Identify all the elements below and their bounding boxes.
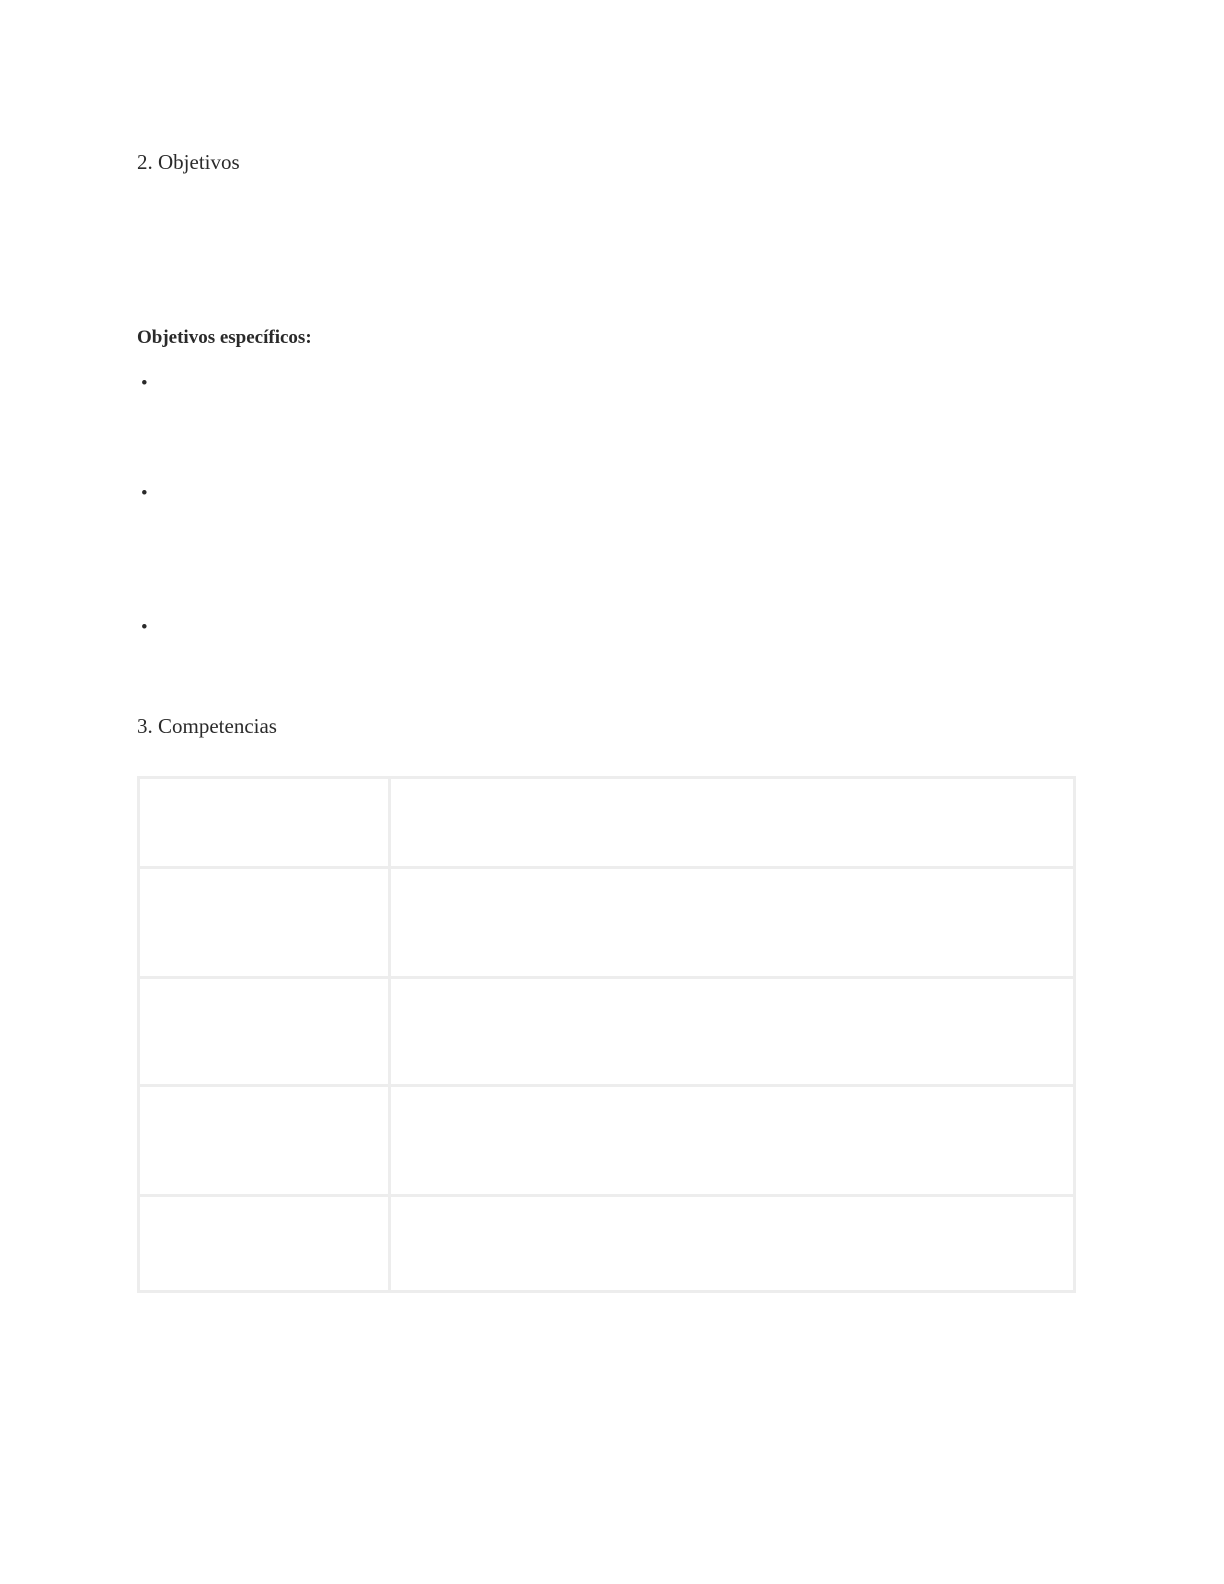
- specific-objectives-heading: Objetivos específicos:: [137, 327, 312, 348]
- specific-objectives-list: [137, 369, 1077, 671]
- competencia-name: [139, 868, 390, 978]
- competencia-description: [390, 778, 1075, 868]
- bullet-icon: •: [141, 483, 148, 504]
- section-heading-objetivos: 2. Objetivos: [137, 150, 240, 174]
- list-item: [137, 369, 1077, 457]
- competencia-name: [139, 1086, 390, 1196]
- competencias-table: [137, 776, 1076, 1293]
- table-row: [139, 978, 1075, 1086]
- competencia-description: [390, 1086, 1075, 1196]
- table-row: [139, 778, 1075, 868]
- competencia-name: [139, 1196, 390, 1292]
- competencia-description: [390, 1196, 1075, 1292]
- table-row: [139, 1086, 1075, 1196]
- general-objective-text: [137, 223, 1077, 281]
- competencia-description: [390, 978, 1075, 1086]
- bullet-icon: •: [141, 373, 148, 394]
- section-heading-competencias: 3. Competencias: [137, 714, 277, 738]
- competencia-name: [139, 778, 390, 868]
- competencia-name: [139, 978, 390, 1086]
- table-row: [139, 868, 1075, 978]
- list-item: [137, 613, 1077, 671]
- list-item: [137, 479, 1077, 595]
- bullet-icon: •: [141, 617, 148, 638]
- table-row: [139, 1196, 1075, 1292]
- competencia-description: [390, 868, 1075, 978]
